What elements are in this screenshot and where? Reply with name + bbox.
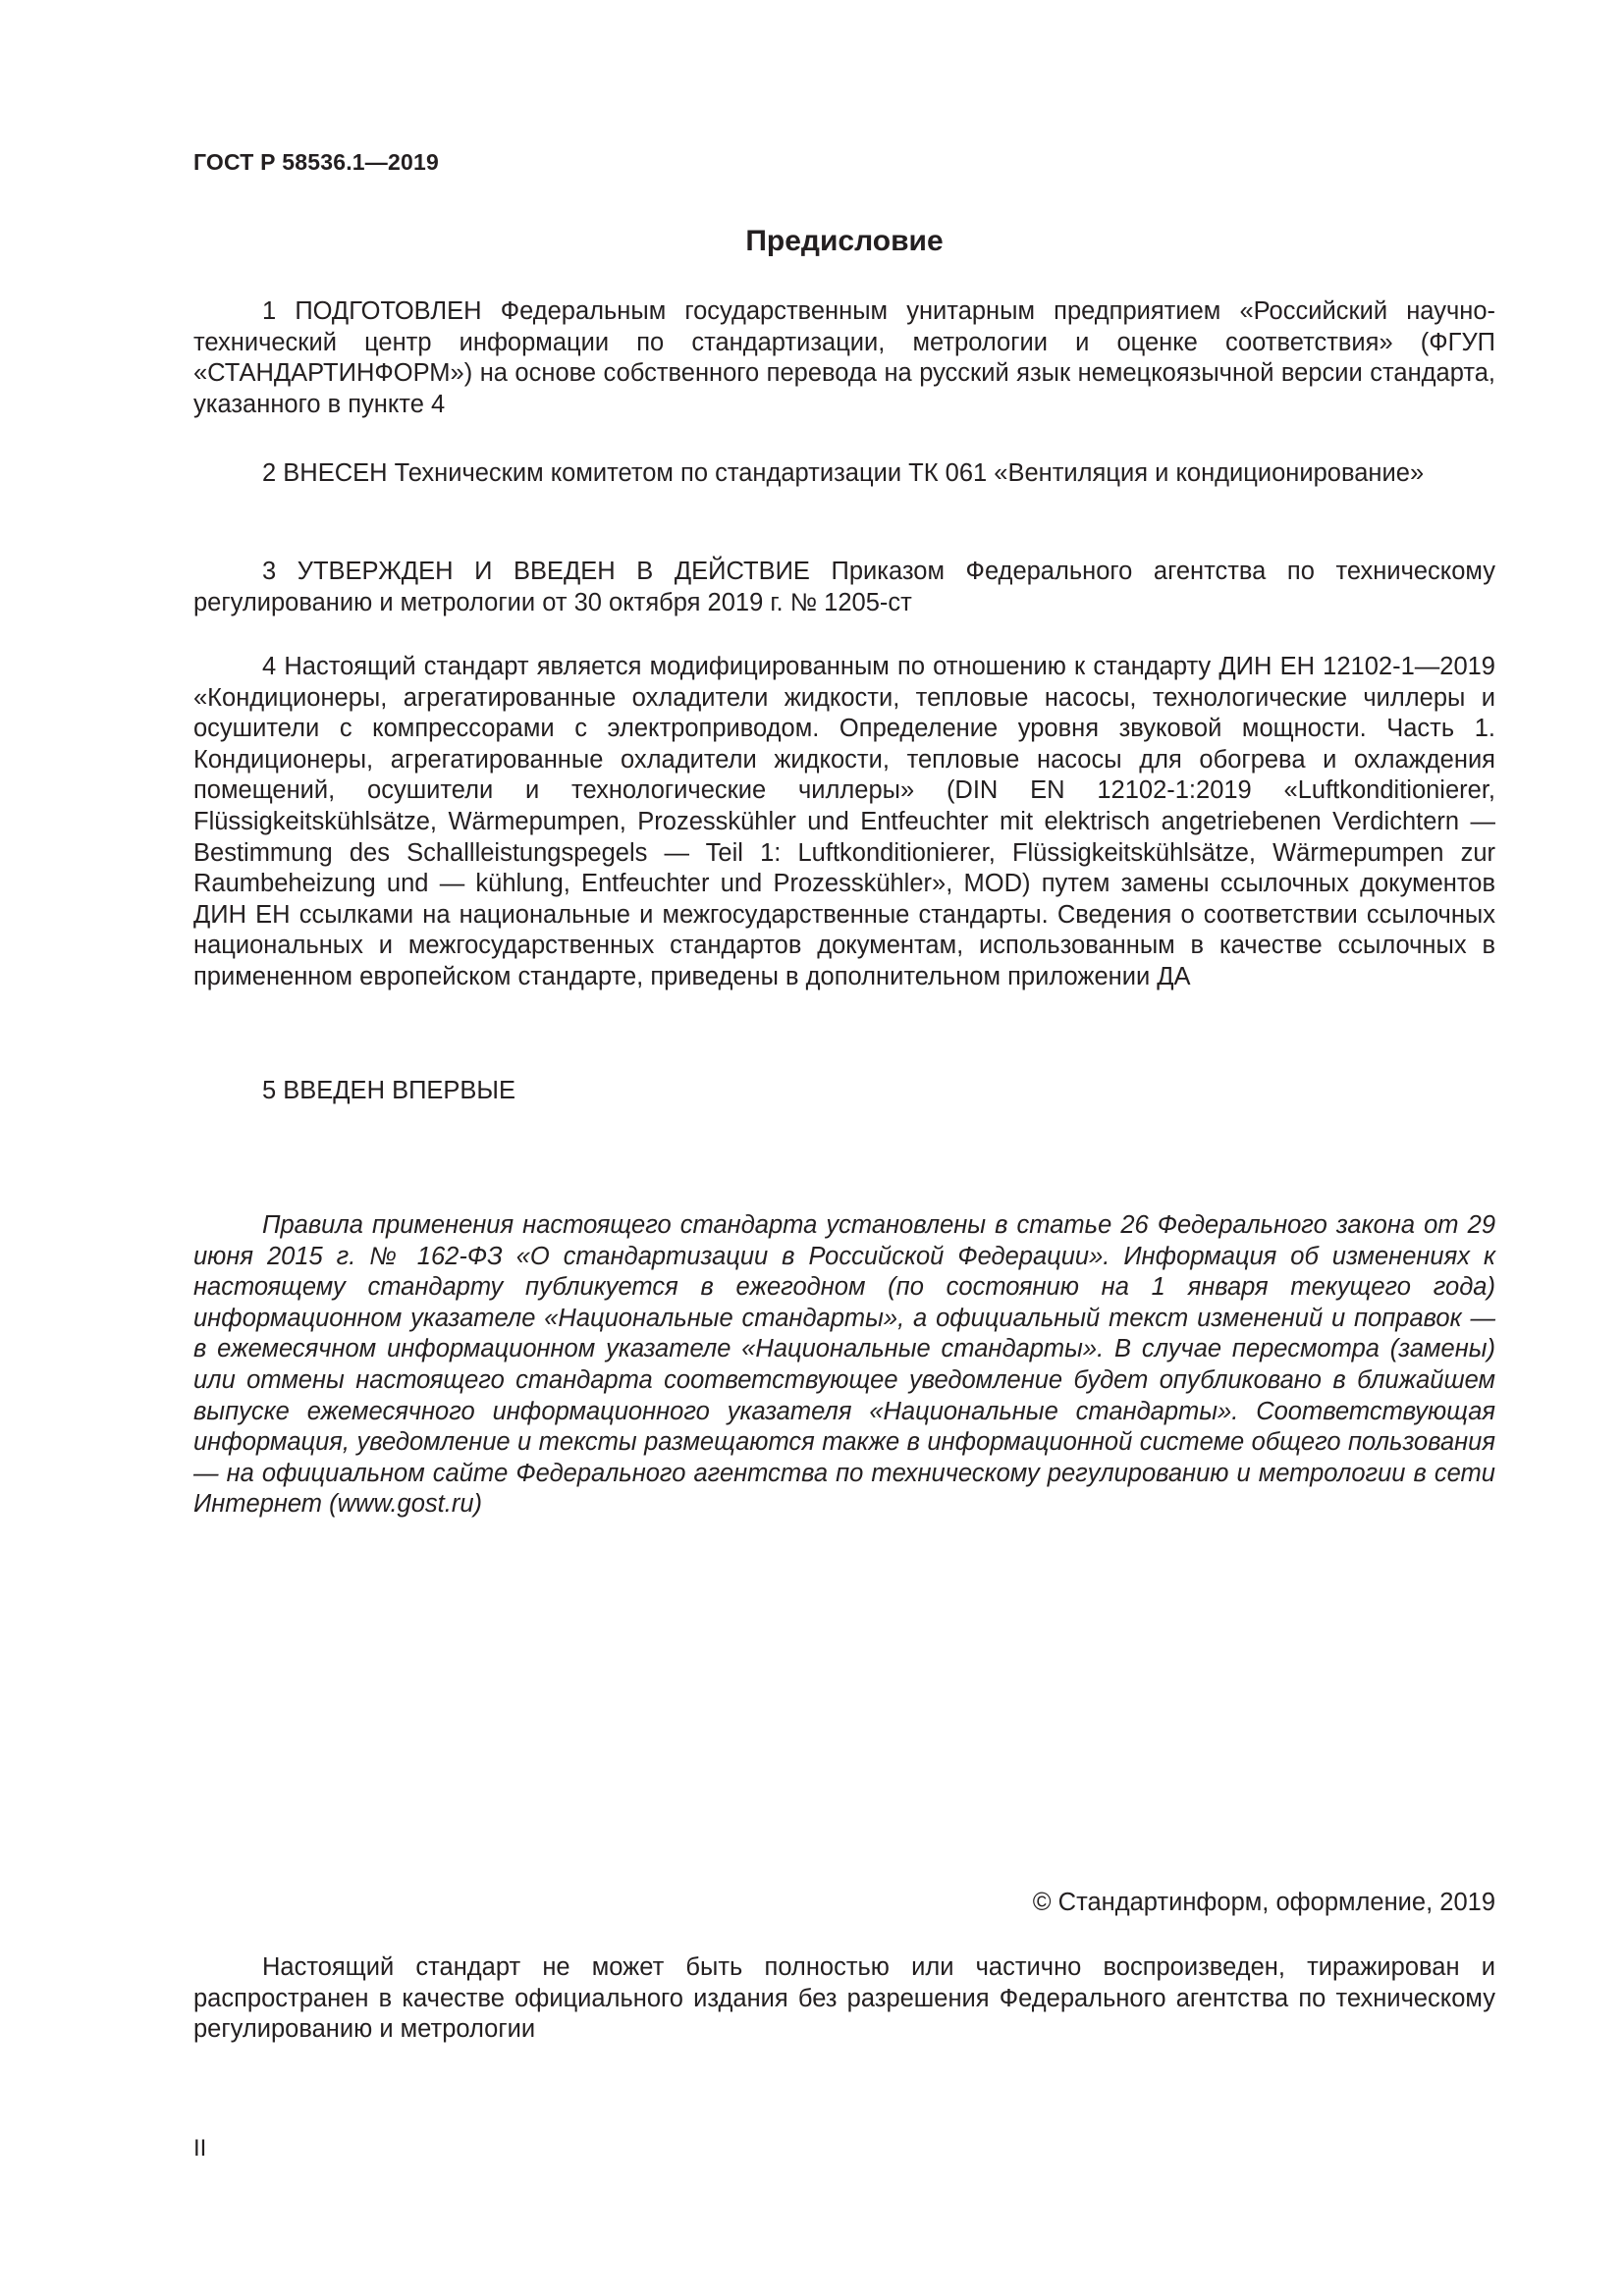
foreword-paragraph-5: 5 ВВЕДЕН ВПЕРВЫЕ [262,1077,516,1104]
foreword-paragraph-3: 3 УТВЕРЖДЕН И ВВЕДЕН В ДЕЙСТВИЕ Приказом Федерального агентства по техническому регулированию и метрологии от 30 октября 2019 г. № 1205-ст [193,558,1495,616]
foreword-paragraph-2: 2 ВНЕСЕН Техническим комитетом по стандартизации ТК 061 «Вентиляция и кондиционирование» [262,459,1425,487]
standard-code-header: ГОСТ Р 58536.1—2019 [193,149,439,175]
page-number: II [193,2135,207,2162]
foreword-paragraph-1: 1 ПОДГОТОВЛЕН Федеральным государственным унитарным предприятием «Российский научно-технический центр информации по стандартизации, метрологии и оценке соответствия» (ФГУП «СТАНДАРТИНФОРМ») на основе собственного перевода на русский язык немецкоязычной версии стандарта, указанного в пункте 4 [193,297,1495,418]
foreword-paragraph-4: 4 Настоящий стандарт является модифицированным по отношению к стандарту ДИН ЕН 12102-1—2019 «Кондиционеры, агрегатированные охладители жидкости, тепловые насосы, технологические чиллеры и осушители с компрессорами с электроприводом. Определение уровня звуковой мощности. Часть 1. Кондиционеры, агрегатированные охладители жидкости, тепловые насосы для обогрева и охлаждения помещений, осушители и технологические чиллеры» (DIN EN 12102-1:2019 «Luftkonditionierer, Flüssigkeitskühlsätze, Wärmepumpen, Prozesskühler und Entfeuchter mit elektrisch angetriebenen Verdichtern — Bestimmung des Schallleistungspegels — Teil 1: Luftkonditionierer, Flüssigkeitskühlsätze, Wärmepumpen zur Raumbeheizung und — kühlung, Entfeuchter und Prozesskühler», MOD) путем замены ссылочных документов ДИН ЕН ссылками на национальные и межгосударственные стандарты. Сведения о соответствии ссылочных национальных и межгосударственных стандартов документам, использованным в качестве ссылочных в примененном европейском стандарте, приведены в дополнительном приложении ДА [193,653,1495,990]
reproduction-notice: Настоящий стандарт не может быть полностью или частично воспроизведен, тиражирован и распространен в качестве официального издания без разрешения Федерального агентства по техническому регулированию и метрологии [193,1953,1495,2044]
rules-notice: Правила применения настоящего стандарта установлены в статье 26 Федерального закона от 29 июня 2015 г. № 162-ФЗ «О стандартизации в Российской Федерации». Информация об изменениях к настоящему стандарту публикуется в ежегодном (по состоянию на 1 января текущего года) информационном указателе «Национальные стандарты», а официальный текст изменений и поправок — в ежемесячном информационном указателе «Национальные стандарты». В случае пересмотра (замены) или отмены настоящего стандарта соответствующее уведомление будет опубликовано в ближайшем выпуске ежемесячного информационного указателя «Национальные стандарты». Соответствующая информация, уведомление и тексты размещаются также в информационной системе общего пользования — на официальном сайте Федерального агентства по техническому регулированию и метрологии в сети Интернет (www.gost.ru) [193,1211,1495,1519]
copyright-line: © Стандартинформ, оформление, 2019 [1032,1889,1495,1916]
page-title: Предисловие [745,225,944,257]
